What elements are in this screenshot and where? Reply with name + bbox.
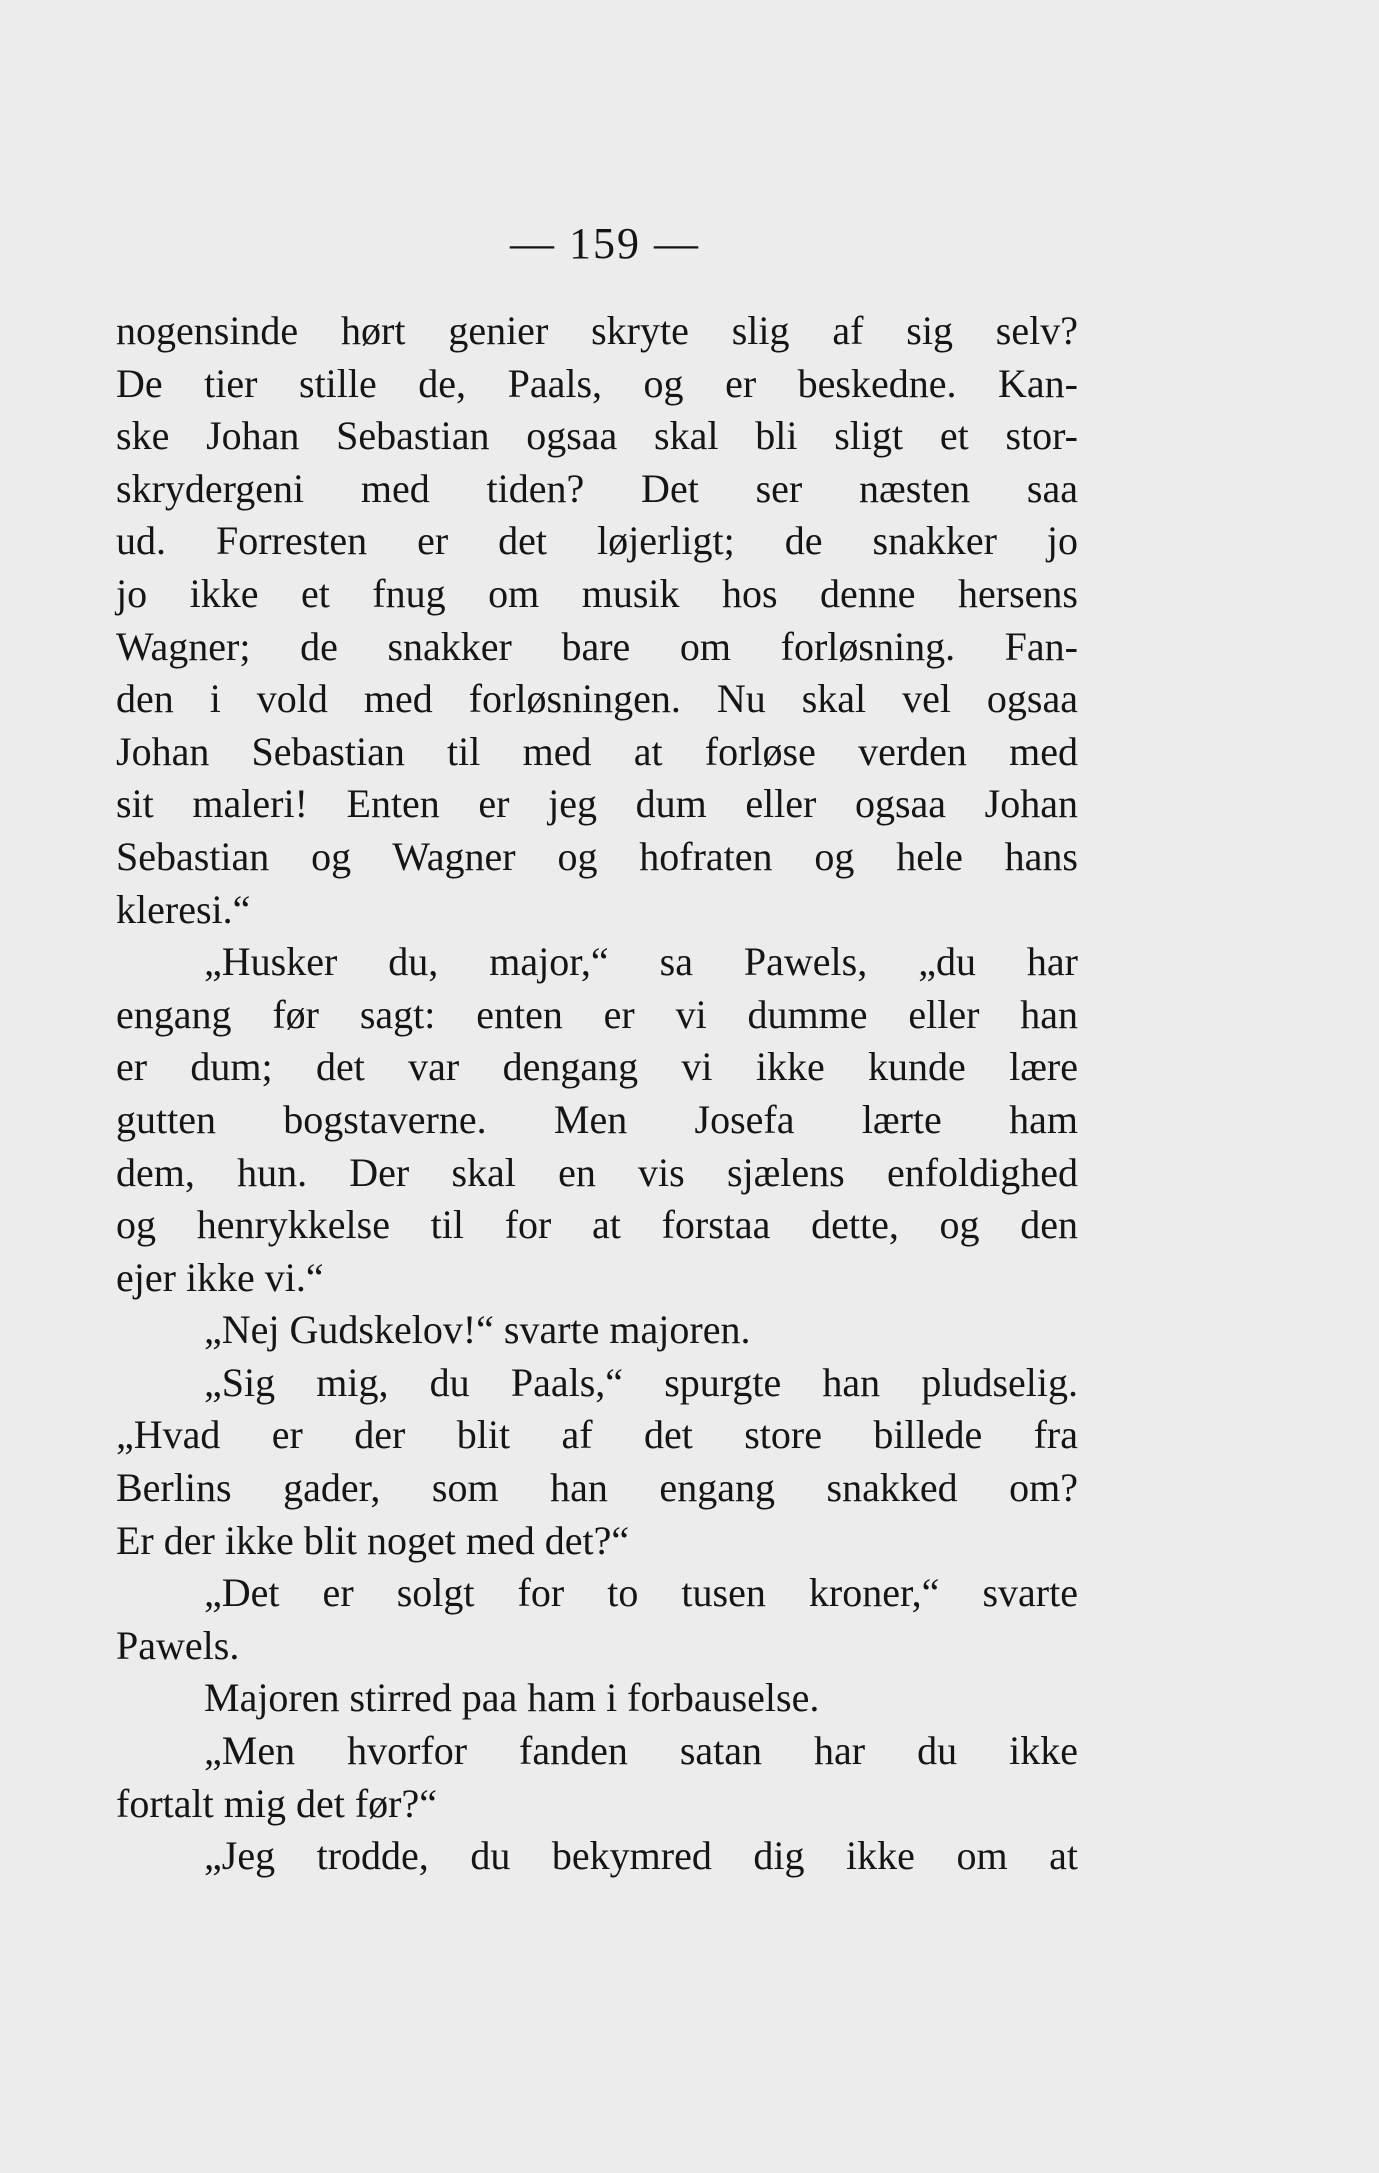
text-line: Berlins gader, som han engang snakked om? (116, 1465, 1078, 1511)
text-line: den i vold med forløsningen. Nu skal vel ogsaa (116, 676, 1078, 722)
text-line: Sebastian og Wagner og hofraten og hele hans (116, 833, 1078, 879)
text-line: Wagner; de snakker bare om forløsning. Fan- (116, 623, 1078, 669)
page-number: — 159 — (510, 219, 700, 268)
text-line: sit maleri! Enten er jeg dum eller ogsaa Johan (116, 781, 1078, 827)
text-line: De tier stille de, Paals, og er beskedne. Kan- (116, 360, 1078, 406)
text-line: skrydergeni med tiden? Det ser næsten saa (116, 465, 1078, 511)
text-line: Pawels. (116, 1622, 240, 1668)
text-line: „Husker du, major,“ sa Pawels, „du har (204, 939, 1078, 985)
text-line: Er der ikke blit noget med det?“ (116, 1517, 630, 1563)
text-line: „Nej Gudskelov!“ svarte majoren. (204, 1307, 751, 1353)
text-line: nogensinde hørt genier skryte slig af sig selv? (116, 308, 1078, 353)
text-line: kleresi.“ (116, 886, 251, 932)
text-line: jo ikke et fnug om musik hos denne hersens (116, 570, 1078, 616)
text-line: „Hvad er der blit af det store billede fra (116, 1412, 1078, 1458)
text-line: er dum; det var dengang vi ikke kunde lære (116, 1044, 1078, 1090)
text-line: ud. Forresten er det løjerligt; de snakker jo (116, 518, 1078, 564)
text-line: „Men hvorfor fanden satan har du ikke (204, 1728, 1078, 1774)
text-line: ske Johan Sebastian ogsaa skal bli sligt et stor- (116, 413, 1078, 459)
text-line: fortalt mig det før?“ (116, 1780, 437, 1826)
text-line: engang før sagt: enten er vi dumme eller han (116, 991, 1078, 1037)
text-line: „Sig mig, du Paals,“ spurgte han pludselig. (204, 1359, 1078, 1405)
text-line: „Det er solgt for to tusen kroner,“ svarte (204, 1570, 1078, 1616)
text-line: „Jeg trodde, du bekymred dig ikke om at (204, 1833, 1078, 1879)
text-line: dem, hun. Der skal en vis sjælens enfoldighed (116, 1149, 1078, 1195)
text-line: gutten bogstaverne. Men Josefa lærte ham (116, 1096, 1078, 1142)
text-line: Johan Sebastian til med at forløse verden med (116, 728, 1078, 774)
text-line: Majoren stirred paa ham i forbauselse. (204, 1675, 820, 1721)
text-line: og henrykkelse til for at forstaa dette, og den (116, 1202, 1078, 1248)
body-text (116, 305, 1078, 1883)
text-line: ejer ikke vi.“ (116, 1254, 324, 1300)
